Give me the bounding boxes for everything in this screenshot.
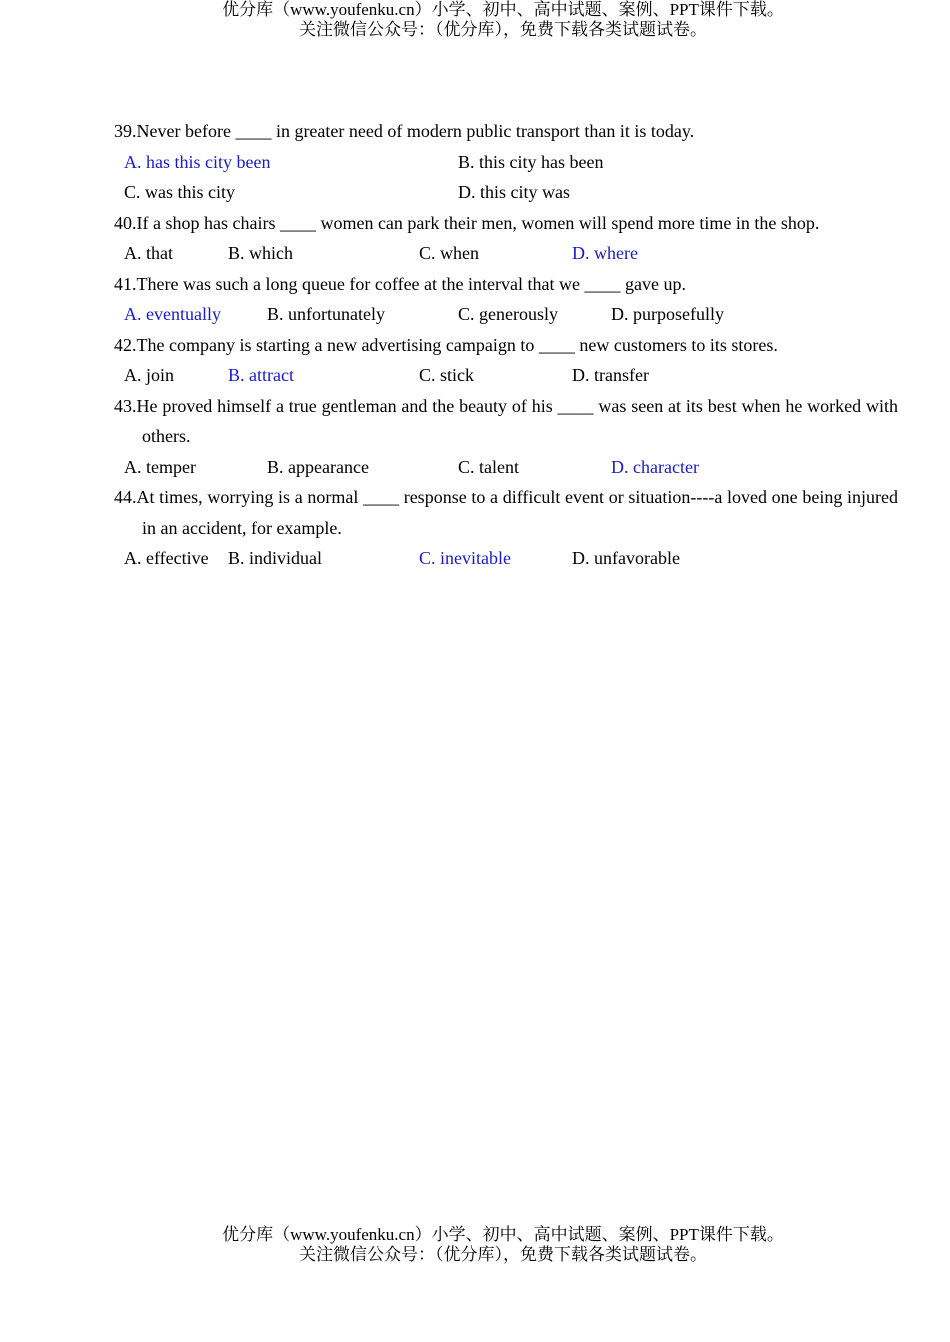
footer-line-2: 关注微信公众号：（优分库），免费下载各类试题试卷。 [299, 1245, 707, 1264]
option-b: B. unfortunately [267, 304, 385, 324]
question-39 [114, 116, 898, 208]
question-stem: 40.If a shop has chairs ____ women can park their men, women will spend more time in the shop. [114, 212, 820, 233]
question-42 [114, 330, 898, 391]
question-stem: 39.Never before ____ in greater need of modern public transport than it is today. [114, 121, 695, 141]
options-row [114, 360, 898, 391]
option-a: A. eventually [124, 304, 221, 324]
options-row [114, 452, 898, 483]
option-d: D. this city was [458, 182, 570, 202]
option-c: C. was this city [124, 182, 235, 202]
options-row [114, 238, 898, 269]
page-footer [0, 1225, 950, 1265]
question-43 [114, 391, 898, 483]
option-c: C. generously [458, 304, 558, 324]
option-a: A. that [124, 243, 173, 263]
header-line-1: 优分库（www.youfenku.cn）小学、初中、高中试题、案例、PPT课件下载。 [222, 0, 784, 19]
option-d: D. unfavorable [572, 548, 680, 568]
question-stem: 43.He proved himself a true gentleman and the beauty of his ____ was seen at its best when he worked with others. [114, 395, 898, 446]
option-b: B. individual [228, 548, 322, 568]
option-b: B. this city has been [458, 151, 604, 172]
option-c: C. stick [419, 365, 475, 385]
option-b: B. attract [228, 365, 294, 385]
option-b: B. appearance [267, 456, 369, 477]
question-40 [114, 208, 898, 269]
option-a: A. join [124, 365, 175, 385]
option-a: A. effective [124, 548, 209, 568]
question-stem: 41.There was such a long queue for coffee at the interval that we ____ gave up. [114, 273, 686, 294]
option-a: A. has this city been [124, 151, 271, 172]
option-c: C. inevitable [419, 548, 511, 568]
option-b: B. which [228, 243, 293, 263]
options-row-2 [114, 177, 898, 208]
header-line-2: 关注微信公众号：（优分库），免费下载各类试题试卷。 [299, 20, 707, 39]
option-c: C. talent [458, 456, 519, 477]
question-44 [114, 482, 898, 574]
option-d: D. purposefully [611, 304, 724, 324]
option-d: D. character [611, 456, 699, 477]
options-row [114, 299, 898, 330]
options-row [114, 543, 898, 574]
page-header [0, 0, 950, 40]
footer-line-1: 优分库（www.youfenku.cn）小学、初中、高中试题、案例、PPT课件下载。 [222, 1225, 784, 1244]
option-c: C. when [419, 243, 479, 263]
question-stem: 44.At times, worrying is a normal ____ response to a difficult event or situation----a loved one being injured in an accident, for example. [114, 487, 898, 538]
option-d: D. where [572, 243, 638, 263]
option-a: A. temper [124, 456, 196, 477]
question-41 [114, 269, 898, 330]
option-d: D. transfer [572, 365, 649, 385]
question-list [114, 116, 898, 574]
options-row-1 [114, 147, 898, 178]
question-stem: 42.The company is starting a new advertising campaign to ____ new customers to its stores. [114, 334, 778, 355]
